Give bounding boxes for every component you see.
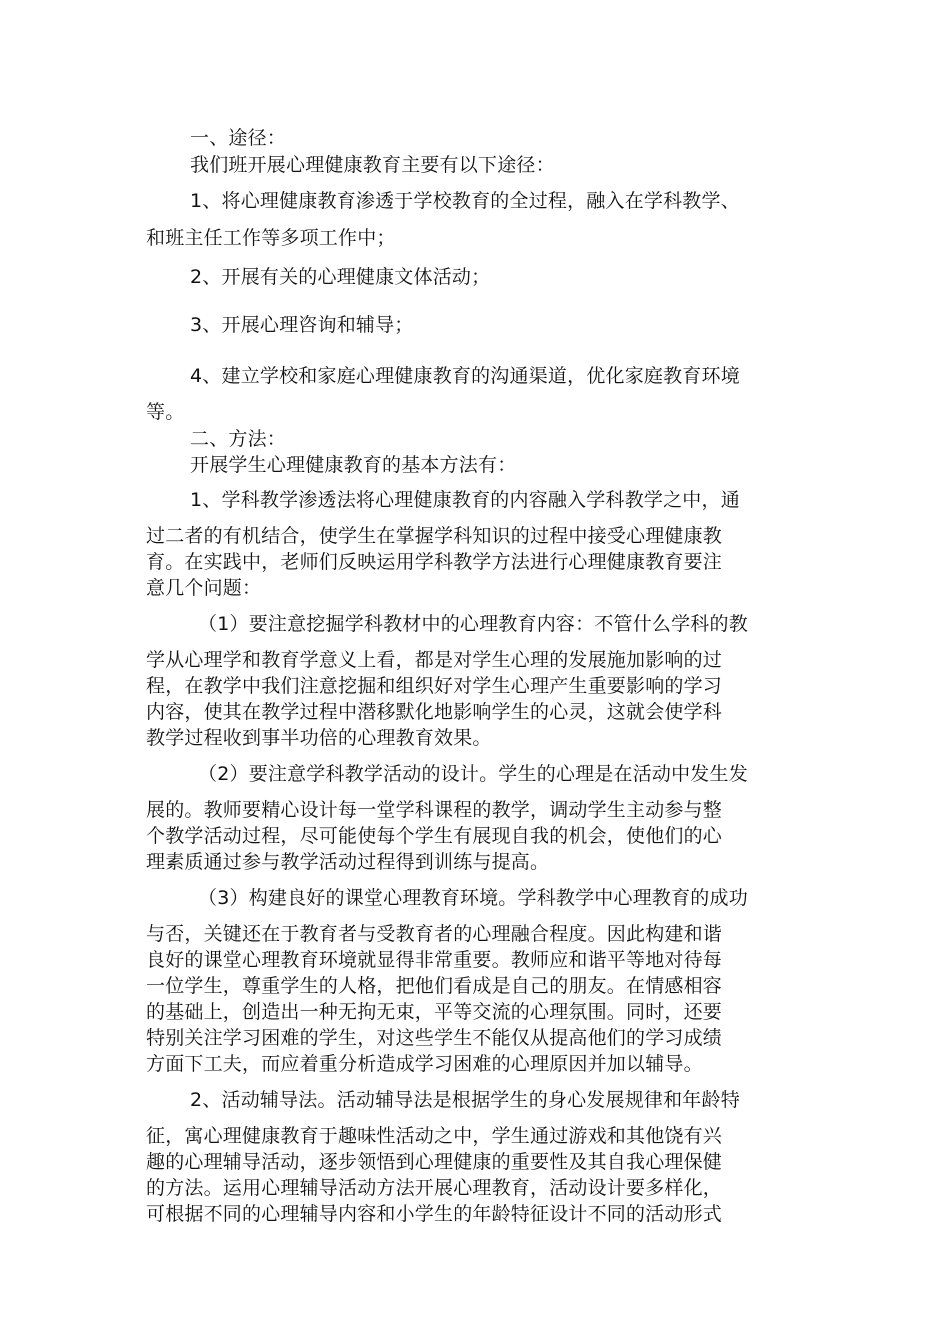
method-2-line-3: 趣的心理辅导活动，逐步领悟到心理健康的重要性及其自我心理保健 [146,1151,723,1173]
point-1-line-5: 教学过程收到事半功倍的心理教育效果。 [146,727,492,749]
route-item-3: 3、开展心理咨询和辅导； [190,314,414,336]
method-1-line-1: 1、学科教学渗透法将心理健康教育的内容融入学科教学之中，通 [190,489,740,511]
section-heading-methods: 二、方法： [190,428,287,450]
method-2-line-2: 征，寓心理健康教育于趣味性活动之中，学生通过游戏和其他饶有兴 [146,1125,723,1147]
point-3-line-3: 良好的课堂心理教育环境就显得非常重要。教师应和谐平等地对待每 [146,949,723,971]
method-2-line-4: 的方法。运用心理辅导活动方法开展心理教育，活动设计要多样化， [146,1177,723,1199]
point-3-line-4: 一位学生，尊重学生的人格，把他们看成是自己的朋友。在情感相容 [146,975,723,997]
point-1-line-3: 程，在教学中我们注意挖掘和组织好对学生心理产生重要影响的学习 [146,675,723,697]
route-item-1-line-1: 1、将心理健康教育渗透于学校教育的全过程，融入在学科教学、 [190,190,740,212]
method-2-line-1: 2、活动辅导法。活动辅导法是根据学生的身心发展规律和年龄特 [190,1089,740,1111]
route-item-4-line-2: 等。 [146,401,185,423]
point-2-line-3: 个教学活动过程，尽可能使每个学生有展现自我的机会，使他们的心 [146,825,723,847]
point-2-line-1: （2）要注意学科教学活动的设计。学生的心理是在活动中发生发 [198,763,748,785]
route-item-4-line-1: 4、建立学校和家庭心理健康教育的沟通渠道，优化家庭教育环境 [190,365,740,387]
point-1-line-2: 学从心理学和教育学意义上看，都是对学生心理的发展施加影响的过 [146,649,723,671]
point-1-line-1: （1）要注意挖掘学科教材中的心理教育内容：不管什么学科的教 [198,613,748,635]
method-2-line-5: 可根据不同的心理辅导内容和小学生的年龄特征设计不同的活动形式 [146,1203,723,1225]
method-1-line-2: 过二者的有机结合，使学生在掌握学科知识的过程中接受心理健康教 [146,525,723,547]
route-item-2: 2、开展有关的心理健康文体活动； [190,266,491,288]
route-item-1-line-2: 和班主任工作等多项工作中； [146,227,396,249]
method-1-line-4: 意几个问题： [146,577,262,599]
point-3-line-5: 的基础上，创造出一种无拘无束，平等交流的心理氛围。同时，还要 [146,1001,723,1023]
section-intro-routes: 我们班开展心理健康教育主要有以下途径： [190,154,555,176]
point-3-line-6: 特别关注学习困难的学生，对这些学生不能仅从提高他们的学习成绩 [146,1027,723,1049]
section-intro-methods: 开展学生心理健康教育的基本方法有： [190,454,517,476]
method-1-line-3: 育。在实践中，老师们反映运用学科教学方法进行心理健康教育要注 [146,551,723,573]
point-2-line-2: 展的。教师要精心设计每一堂学科课程的教学，调动学生主动参与整 [146,799,723,821]
section-heading-routes: 一、途径： [190,127,287,149]
point-3-line-7: 方面下工夫，而应着重分析造成学习困难的心理原因并加以辅导。 [146,1053,703,1075]
point-2-line-4: 理素质通过参与教学活动过程得到训练与提高。 [146,851,550,873]
point-1-line-4: 内容，使其在教学过程中潜移默化地影响学生的心灵，这就会使学科 [146,701,723,723]
point-3-line-2: 与否，关键还在于教育者与受教育者的心理融合程度。因此构建和谐 [146,923,723,945]
point-3-line-1: （3）构建良好的课堂心理教育环境。学科教学中心理教育的成功 [198,887,748,909]
